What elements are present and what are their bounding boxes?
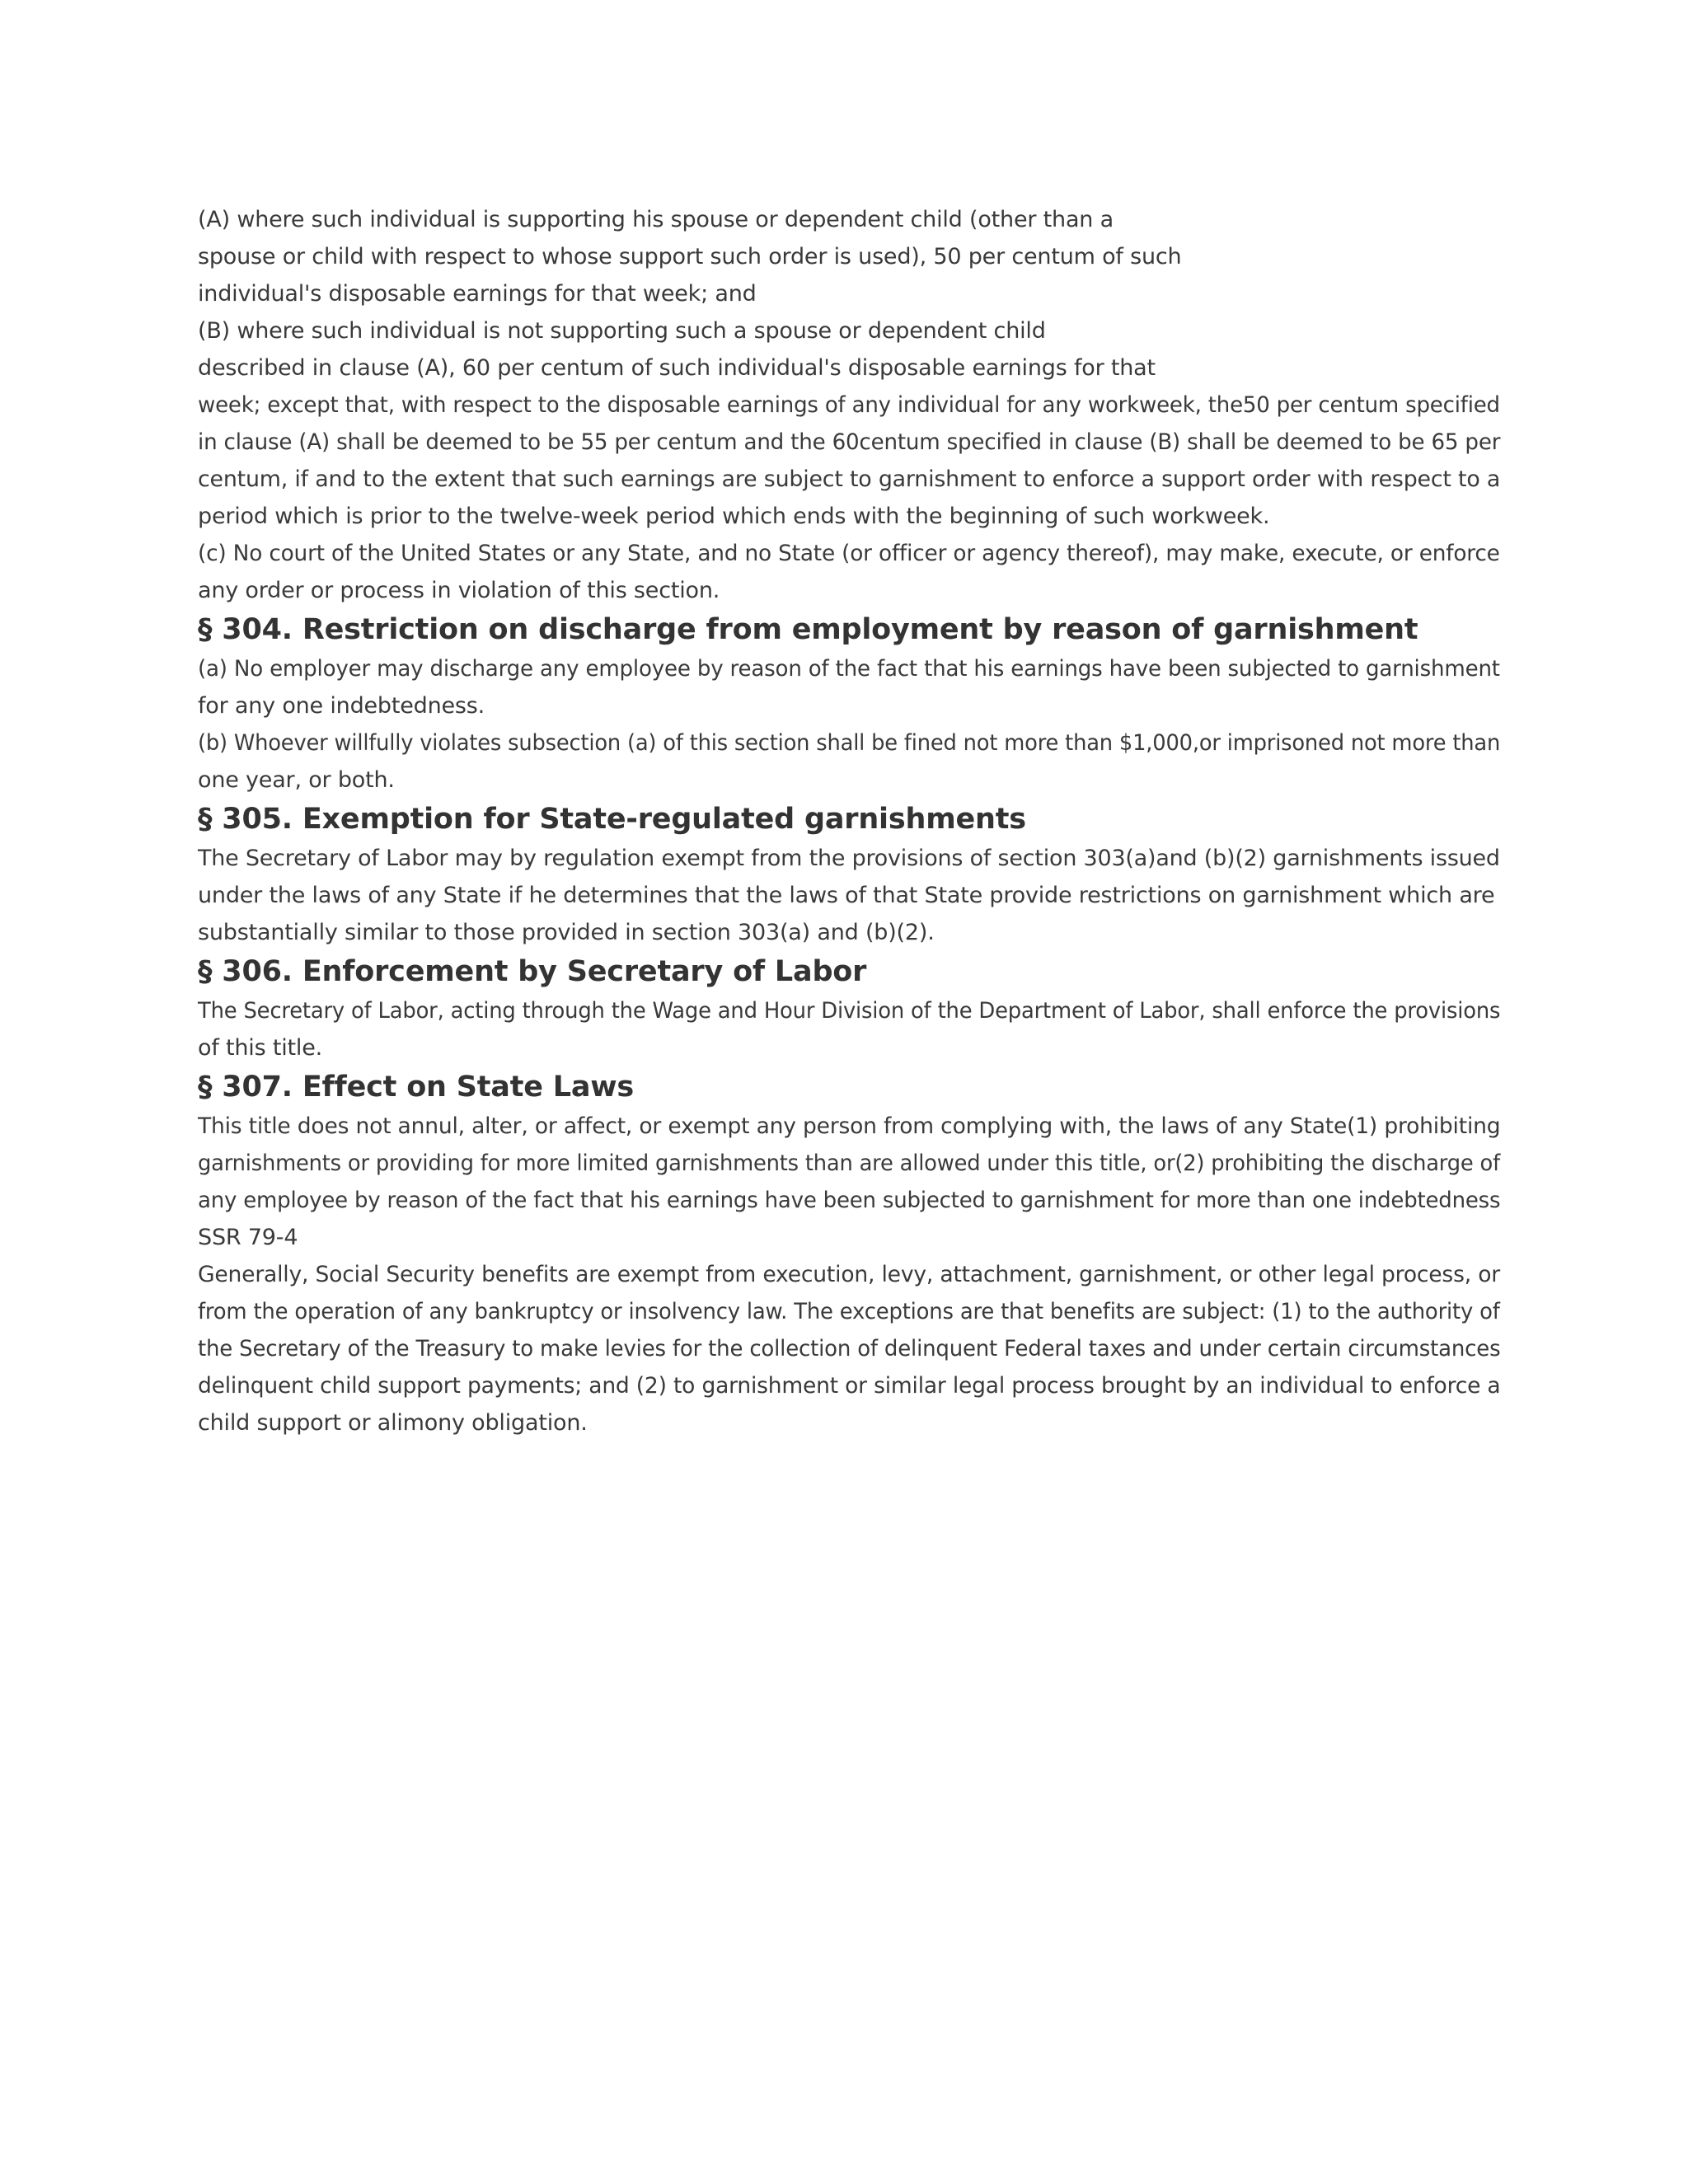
text-line: This title does not annul, alter, or affect, or exempt any person from complying with, the laws of any State(1) prohibiting: [198, 1113, 1501, 1139]
text-line: in clause (A) shall be deemed to be 55 per centum and the 60centum specified in clause (B) shall be deemed to be 65 per: [198, 429, 1501, 455]
text-line: under the laws of any State if he determines that the laws of that State provide restrictions on garnishment which are: [198, 883, 1495, 908]
text-line: garnishments or providing for more limited garnishments than are allowed under this title, or(2) prohibiting the discharge of: [198, 1151, 1500, 1176]
text-line: delinquent child support payments; and (2) to garnishment or similar legal process brought by an individual to enforce a: [198, 1373, 1501, 1399]
section-306-heading: § 306. Enforcement by Secretary of Labor: [198, 955, 867, 988]
text-line: Generally, Social Security benefits are exempt from execution, levy, attachment, garnishment, or other legal process, or: [198, 1262, 1500, 1287]
text-line: any employee by reason of the fact that his earnings have been subjected to garnishment for more than one indebtedness: [198, 1188, 1501, 1213]
text-line: one year, or both.: [198, 767, 395, 793]
section-305: [198, 799, 1500, 951]
text-line: (c) No court of the United States or any State, and no State (or officer or agency thereof), may make, execute, or enforce: [198, 541, 1500, 566]
text-line: centum, if and to the extent that such earnings are subject to garnishment to enforce a support order with respect to a: [198, 466, 1501, 492]
text-line: for any one indebtedness.: [198, 693, 485, 719]
document-page: [198, 201, 1500, 1441]
intro-section: [198, 201, 1500, 609]
text-line: of this title.: [198, 1035, 323, 1061]
text-line: child support or alimony obligation.: [198, 1410, 588, 1436]
section-307: [198, 1066, 1500, 1441]
text-line: described in clause (A), 60 per centum of such individual's disposable earnings for that: [198, 355, 1156, 381]
section-304-heading: § 304. Restriction on discharge from employment by reason of garnishment: [198, 613, 1418, 646]
text-line: The Secretary of Labor, acting through the Wage and Hour Division of the Department of Labor, shall enforce the provisions: [198, 998, 1501, 1024]
text-line: period which is prior to the twelve-week period which ends with the beginning of such workweek.: [198, 504, 1270, 529]
section-305-heading: § 305. Exemption for State-regulated garnishments: [198, 803, 1026, 836]
text-line: the Secretary of the Treasury to make levies for the collection of delinquent Federal taxes and under certain circumstances: [198, 1336, 1501, 1361]
text-line: The Secretary of Labor may by regulation exempt from the provisions of section 303(a)and (b)(2) garnishments issued: [198, 846, 1500, 871]
text-line: SSR 79-4: [198, 1225, 298, 1250]
text-line: from the operation of any bankruptcy or insolvency law. The exceptions are that benefits are subject: (1) to the authority of: [198, 1299, 1500, 1324]
text-line: (A) where such individual is supporting his spouse or dependent child (other than a: [198, 207, 1114, 232]
text-line: (b) Whoever willfully violates subsection (a) of this section shall be fined not more than $1,000,or imprisoned not more than: [198, 730, 1501, 756]
section-307-heading: § 307. Effect on State Laws: [198, 1071, 635, 1104]
section-306: [198, 951, 1500, 1066]
text-line: spouse or child with respect to whose support such order is used), 50 per centum of such: [198, 244, 1182, 269]
text-line: (B) where such individual is not supporting such a spouse or dependent child: [198, 318, 1046, 344]
text-line: individual's disposable earnings for that week; and: [198, 281, 757, 307]
text-line: week; except that, with respect to the disposable earnings of any individual for any workweek, the50 per centum specified: [198, 392, 1500, 418]
section-304: [198, 609, 1500, 799]
text-line: (a) No employer may discharge any employee by reason of the fact that his earnings have been subjected to garnishment: [198, 656, 1500, 682]
text-line: any order or process in violation of this section.: [198, 578, 720, 603]
text-line: substantially similar to those provided in section 303(a) and (b)(2).: [198, 920, 935, 945]
